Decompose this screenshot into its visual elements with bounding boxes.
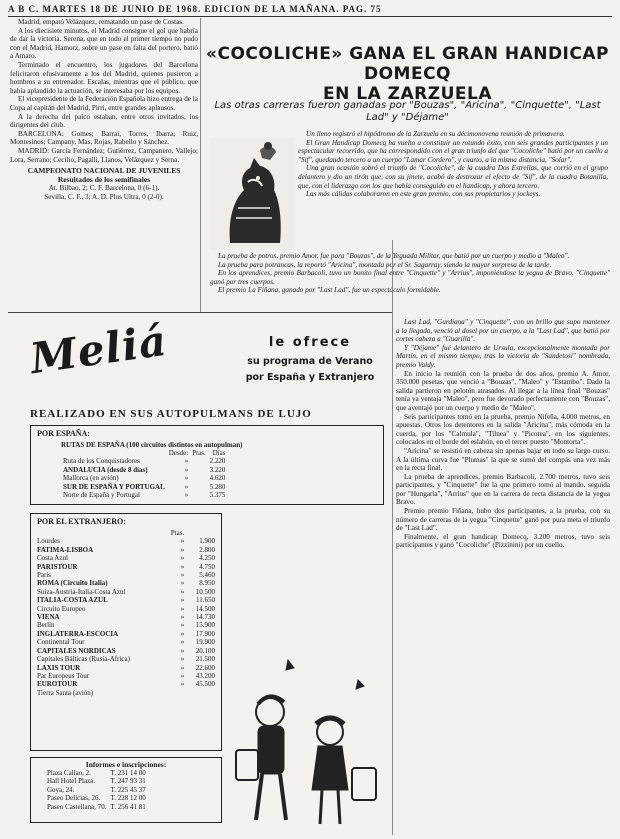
route-name: PARISTOUR — [37, 562, 78, 571]
table-row: LAXIS TOUR » 22.600 — [37, 663, 215, 672]
result-line: Sevilla, C. F., 3; A. D. Plus Ultra, 0 (2-0). — [44, 192, 164, 201]
spain-intro: RUTAS DE ESPAÑA (100 circuitos distintos en autopulman) — [61, 441, 243, 449]
paragraph: Una gran ocasión sobró el triunfo de "Cocoliche", de la cuadra Dos Estrellas, que corrió en el grupo delantero y dio un tirón que, con su jinete, acabó de destrozar el efecto de "Sif", de la cuadra Botanilla, que, con el liderazgo con los que había conseguido en el handicap, y ahora tercero. — [298, 164, 608, 190]
travelers-illustration — [228, 640, 388, 830]
paragraph: La prueba para potrancas, la reportó "Aricina", montada por el Sr. Sagarray, siendo la mayor sorpresa de la tarde. — [218, 260, 552, 269]
route-name: LAXIS TOUR — [37, 663, 81, 672]
table-row: Norte de España y Portugal » 5.375 — [63, 491, 226, 500]
table-row: FATIMA-LISBOA » 2.800 — [37, 545, 215, 554]
offer-line: por España y Extranjero — [245, 372, 375, 383]
route-price: 5.460 — [199, 571, 215, 580]
route-name: SUR DE ESPAÑA Y PORTUGAL — [63, 482, 165, 491]
col-header: Ptas. — [192, 449, 206, 457]
route-price: 8.950 — [199, 579, 215, 588]
route-price: 14.730 — [195, 613, 215, 622]
contact-phone: T. 228 12 00 — [110, 794, 146, 803]
route-name: EUROTOUR — [37, 680, 78, 689]
paragraph: La prueba de aprendices, premio Barbacoli, 2.700 metros, tuvo seis participantes, y "Cinquette" fue la que primero tomó al mando, seguida por "Hungaria", "Arrius" que en la carrera de recta distancia de la yegua Bravo. — [396, 472, 610, 507]
offer-line: le ofrece — [268, 335, 352, 350]
paragraph: Madrid, empató Velázquez, rematando un pase de Costas. — [18, 18, 184, 26]
route-name: Tierra Santa (avión) — [37, 688, 94, 697]
route-name: Ruta de los Conquistadores — [63, 457, 140, 466]
route-price: 15.900 — [195, 621, 215, 630]
melia-logo: Meliá — [27, 315, 171, 384]
col-header: Días — [212, 449, 226, 457]
route-price: 5.375 — [209, 491, 226, 500]
route-price: 5.280 — [209, 482, 226, 491]
table-row: Capitales Bálticas (Rusia-Africa) » 21.500 — [37, 655, 215, 664]
spain-routes-box — [30, 425, 384, 505]
route-price: 22.600 — [195, 663, 215, 672]
table-row — [35, 689, 217, 697]
col-header: Ptas. — [170, 529, 185, 537]
route-price: 19.900 — [195, 638, 215, 647]
contact-title: Informes e inscripciones: — [85, 760, 167, 769]
column-divider — [392, 240, 393, 835]
contact-box — [30, 757, 222, 823]
headline-line: «COCOLICHE» GANA EL GRAN HANDICAP DOMECQ — [206, 44, 609, 84]
route-name: Lourdes — [37, 537, 60, 546]
paragraph: El premio La Fiñana, ganado por "Last Lad", fue un espectáculo formidable. — [218, 286, 441, 295]
paragraph: Seis participantes tomó en la prueba, premio Nifeña, 4.000 metros, en apuestas. Otros los detentores en la salida "Aricina", más cómoda en la cuerda, por los "Calmula", "Tilnea" y "Picotea", en los siguientes, colocados en el borde del eslabón, en el tercer puesto "Montorta". — [396, 412, 610, 447]
table-row: Circuito Europeo » 14.500 — [37, 604, 215, 613]
column-divider — [200, 18, 201, 313]
route-price: 10.500 — [195, 587, 215, 596]
route-name: Continental Tour — [37, 638, 85, 647]
contact-address: Paseo Delicias, 26. — [47, 794, 101, 803]
paragraph: Finalmente, el gran handicap Domecq, 3.200 metros, tuvo seis participantes y ganó "Cocoliche" (Pizzinini) por un cuello. — [396, 532, 610, 550]
table-row: EUROTOUR » 45.500 — [37, 680, 215, 689]
paragraph: Premio premio Fiñana, hubo dos participantes, a la prueba, con su número de carreras de la yegua "Cinquette" ganó por pura meta el triunfo de "Last Lad". — [396, 507, 610, 533]
article-subhead: Las otras carreras fueron ganadas por "Bouzas", "Aricina", "Cinquette", "Last Lad" y "Déjame" — [214, 100, 601, 123]
spain-routes-table — [61, 449, 227, 499]
route-price: 14.500 — [195, 604, 215, 613]
route-price: 17.900 — [195, 629, 215, 638]
article-body-full — [210, 252, 610, 312]
section-subtitle: Resultados de los semifinales — [57, 174, 151, 184]
table-row: Par Europeus Tour » 43.200 — [37, 671, 215, 680]
paragraph: Last Lad, "Gurdiana" y "Cinquette", con un brillo que supo mantener a la llegada, venció al dosel por un cuerpo, a la "Last Lad", que batió por cortes cabeza a "Guarilla". — [396, 318, 610, 344]
route-price: 4.620 — [209, 474, 226, 483]
table-header — [61, 449, 227, 457]
route-name: Berlín — [37, 621, 55, 630]
table-row: ITALIA-COSTA AZUL » 11.650 — [37, 596, 215, 605]
route-price: 43.200 — [195, 671, 215, 680]
route-price: 1.900 — [199, 537, 215, 546]
route-name: CAPITALES NORDICAS — [37, 646, 116, 655]
table-row: VIENA » 14.730 — [37, 613, 215, 622]
paragraph: "Aricina" se resistió en cabeza sin apenas bajar en todo su largo curso. A la última curva fue "Plumas" la que se sumó del compás una vez más en la recta final. — [396, 446, 610, 473]
horse-jockey-illustration — [210, 138, 295, 250]
table-row — [45, 786, 148, 794]
route-price: 11.650 — [196, 596, 215, 605]
contact-phone: T. 231 14 00 — [110, 769, 146, 777]
ad-tagline: REALIZADO EN SUS AUTOPULMANS DE LUJO — [30, 408, 312, 420]
table-row — [45, 794, 148, 802]
route-name: Capitales Bálticas (Rusia-Africa) — [37, 655, 130, 664]
article-intro: Un lleno registró el hipódromo de la Zarzuela en su décimonovena reunión de primavera. — [306, 130, 565, 138]
table-row: Lourdes » 1.900 — [37, 537, 215, 546]
table-row: Berlín » 15.900 — [37, 621, 215, 630]
section-divider — [8, 312, 393, 313]
table-row — [45, 803, 148, 811]
box-title: POR ESPAÑA: — [37, 429, 90, 438]
abroad-routes-table — [35, 529, 217, 697]
route-price: 2.800 — [199, 545, 215, 554]
contact-address: Goya, 24. — [47, 785, 75, 794]
route-price: 4.750 — [199, 562, 215, 571]
route-name: ROMA (Circuito Italia) — [37, 579, 108, 588]
table-row: Ruta de los Conquistadores » 2.220 — [63, 457, 226, 466]
route-name: INGLATERRA-ESCOCIA — [37, 629, 119, 638]
table-row: PARISTOUR » 4.750 — [37, 562, 215, 571]
paragraph: MADRID: García Fernández; Gutiérrez, Campanero, Vallejo; Lora, Serrano; Cecilio, Pagalli, Llanos, Velázquez y Serna. — [10, 146, 198, 164]
contact-phone: T. 247 93 31 — [110, 777, 146, 786]
table-row: Suiza-Austria-Italia-Costa Azul » 10.500 — [37, 587, 215, 596]
paragraph: La prueba de potros, premio Amor, fue para "Bouzas", de la Yeguada Militar, que batió por un cuerpo y medio a "Maleo". — [218, 252, 570, 260]
table-row: ROMA (Circuito Italia) » 8.950 — [37, 579, 215, 588]
route-name: FATIMA-LISBOA — [37, 545, 94, 554]
route-name: Mallorca (en avión) — [63, 474, 119, 483]
article-right-column — [396, 318, 610, 834]
paragraph: El Gran Handicap Domecq ha vuelto a constituir un rotundo éxito, con seis grandes participantes y un espectacular recorrido, que ha correspondido con el gran triunfo del que "Cocoliche" batió por un cuello a "Sif", quedando tercero a un cuerpo "Lamar Cordero", y cuarto, a la misma distancia, "Solar". — [298, 138, 608, 164]
route-name: Norte de España y Portugal — [63, 491, 140, 500]
table-row: Continental Tour » 19.900 — [37, 638, 215, 647]
route-name: Costa Azul — [37, 554, 68, 563]
table-row: Mallorca (en avión) » 4.620 — [63, 474, 226, 483]
route-price: 21.500 — [195, 655, 215, 664]
contact-address: Hall Hotel Plaza. — [47, 777, 96, 786]
paragraph: Y "Déjame" fué delantero de Ursula, excepcionalmente montada por Martín, en el mismo tiempo, tras la victoria de "Sandetosi" nombrada, premio Valdy. — [396, 343, 610, 369]
route-price — [186, 689, 217, 697]
contact-address: Plaza Callao, 2. — [47, 769, 91, 777]
page-header: A B C. MARTES 18 DE JUNIO DE 1968. EDICION DE LA MAÑANA. PAG. 75 — [8, 4, 612, 17]
table-row: CAPITALES NORDICAS » 20.100 — [37, 646, 215, 655]
col-header: Desde: — [168, 449, 189, 457]
route-name: ITALIA-COSTA AZUL — [37, 596, 108, 605]
route-price: 4.250 — [199, 554, 215, 563]
route-name: VIENA — [37, 613, 60, 622]
route-price: 2.220 — [209, 457, 226, 466]
paragraph: Las más cálidas colaboraron en este gran premio, con sus propietarios y jockeys. — [306, 190, 541, 199]
route-price: 45.500 — [195, 680, 215, 689]
table-row: SUR DE ESPAÑA Y PORTUGAL » 5.280 — [63, 482, 226, 491]
contact-phone: T. 256 41 81 — [110, 802, 146, 811]
paragraph: En inicio la reunión con la prueba de dos años, premio A. Amor, 350.000 pesetas, que venció a "Bouzas", "Maleo" y "Estambo". Dado la salida partieron en pelotón atrasados. Al llegar a la línea final "Bouzas" tenía ya ventaja "Maleo", pero fue devorado perfectamente con "Bouzas", que aventajó por un cuerpo y medio de "Maleo". — [396, 369, 610, 412]
paragraph: BARCELONA: Gomes; Barrai, Torres, Ibarra; Ruiz, Montesinos; Campany, Mas, Rojas, Rabello y Sánchez. — [10, 129, 198, 147]
route-name: Par Europeus Tour — [37, 671, 90, 680]
headline-line: EN LA ZARZUELA — [323, 84, 492, 104]
paragraph: El vicepresidente de la Federación Española hizo entrega de la Copa al capitán del Madrid, Pirri, entre grandes aplausos. — [10, 95, 198, 112]
table-row: ANDALUCIA (desde 8 días) » 3.220 — [63, 465, 226, 474]
ad-offer — [230, 335, 390, 383]
route-price: 20.100 — [195, 646, 215, 655]
article-headline — [205, 44, 610, 104]
table-row — [45, 777, 148, 785]
section-title: CAMPEONATO NACIONAL DE JUVENILES — [27, 166, 181, 176]
route-name: Suiza-Austria-Italia-Costa Azul — [37, 587, 126, 596]
paragraph: A la derecha del palco estaban, entre otros invitados, los dirigentes del club. — [10, 112, 198, 130]
route-name: ANDALUCIA (desde 8 días) — [63, 465, 148, 474]
route-name: Paris — [37, 571, 51, 580]
article-intro-block — [298, 130, 608, 240]
table-header — [35, 529, 217, 537]
route-name: Circuito Europeo — [37, 604, 86, 613]
paragraph: Terminado el encuentro, los jugadores del Barcelona felicitaron efusivamente a los del Madrid, quienes pusieron a hombros a su entrenador. Escalas, mientras que el público, que había aplaudido la actuación, se interesaba por los equipos. — [10, 60, 198, 95]
offer-line: su programa de Verano — [247, 356, 373, 367]
result-line: At. Bilbao, 2; C. F. Barcelona, 0 (6-1). — [48, 184, 160, 193]
paragraph: En los aprendices, premio Barbacoli, tuvo un bonito final entre "Cinquette" y "Arrius", imponiéndose la yegua de Bravo. "Cinquette" ganó por tres cuerpos. — [210, 269, 610, 286]
contact-table — [45, 769, 148, 811]
paragraph: A los diecisiete minutos, el Madrid consigue el gol que habría de dar la victoria. Serena, que en todo el primer tiempo no pudo con el Madrid, Hamorz, sobre un pase en falta del portero, batió a Amaro. — [10, 26, 198, 61]
table-row: Paris » 5.460 — [37, 571, 215, 580]
table-row: INGLATERRA-ESCOCIA » 17.900 — [37, 629, 215, 638]
table-row: Costa Azul » 4.250 — [37, 554, 215, 563]
table-row — [45, 769, 148, 777]
contact-phone: T. 225 45 37 — [110, 785, 146, 794]
left-column — [10, 18, 198, 312]
box-title: POR EL EXTRANJERO: — [37, 517, 126, 526]
route-price: 3.220 — [209, 465, 226, 474]
abroad-routes-box — [30, 513, 222, 751]
contact-address: Paseo Castellana, 70. — [47, 802, 107, 811]
